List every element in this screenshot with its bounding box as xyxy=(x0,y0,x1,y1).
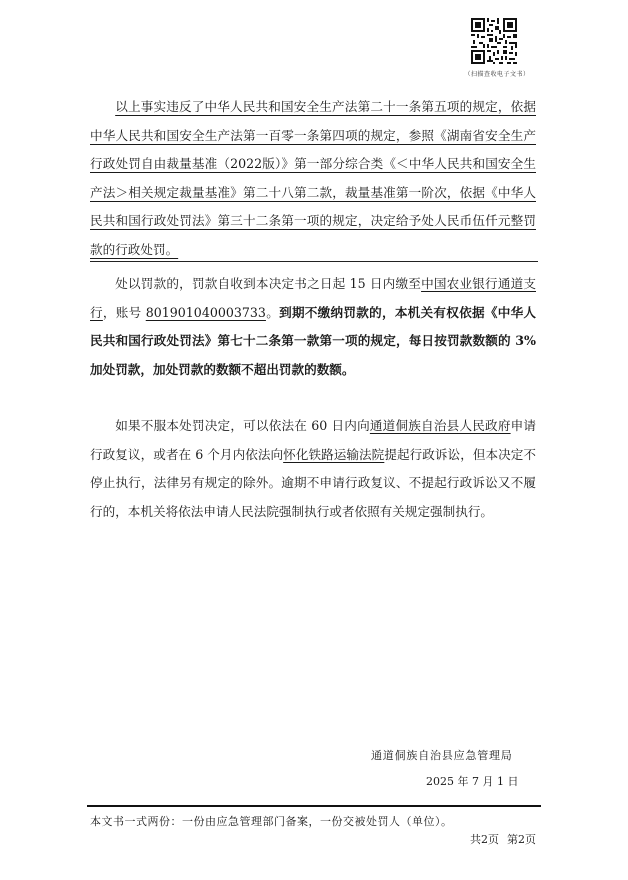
footer-note: 本文书一式两份：一份由应急管理部门备案，一份交被处罚人（单位）。 xyxy=(90,815,453,828)
appeal-text-3: 提起行政诉讼，但本决定不停止执行，法律另有规定的除外。逾期不申请行政复议、不提起行政诉讼又不履行的，本机关将依法申请人民法院强制执行或者依照有关规定强制执行。 xyxy=(90,446,537,519)
appeal-paragraph xyxy=(90,412,536,526)
appeal-text-2: 申请行政复议，或者在 6 个月内依法向 xyxy=(90,418,536,462)
qr-code-icon xyxy=(471,18,517,64)
account-label: ，账号 xyxy=(102,304,146,320)
account-number: 801901040003733 xyxy=(145,304,266,320)
late-penalty-text: 到期不缴纳罚款的，本机关有权依据《中华人民共和国行政处罚法》第七十二条第一款第一项的规定，每日按罚款数额的 3%加处罚款，加处罚款的数额不超出罚款的数额。 xyxy=(90,304,537,377)
issue-date: 2025 年 7 月 1 日 xyxy=(426,775,519,788)
payment-paragraph xyxy=(90,270,536,384)
issuing-authority: 通道侗族自治县应急管理局 xyxy=(371,749,513,762)
page-number xyxy=(470,831,536,847)
page-total: 共2页 xyxy=(470,833,499,846)
qr-code-graphic xyxy=(471,18,517,64)
review-authority: 通道侗族自治县人民政府 xyxy=(369,418,511,433)
bank-name: 中国农业银行通道支行 xyxy=(90,276,536,320)
violation-paragraph xyxy=(90,93,536,264)
page-current: 第2页 xyxy=(507,833,536,846)
court-name: 怀化铁路运输法院 xyxy=(283,446,385,462)
payment-period: 。 xyxy=(265,304,280,320)
paragraph-rule xyxy=(90,261,538,262)
payment-text: 处以罚款的，罚款自收到本决定书之日起 15 日内缴至 xyxy=(115,276,422,291)
footer-rule xyxy=(87,805,541,807)
violation-text: 以上事实违反了中华人民共和国安全生产法第二十一条第五项的规定，依据中华人民共和国安全生产法第一百零一条第四项的规定，参照《湖南省安全生产行政处罚自由裁量基准（2022版）》第一部分综合类《＜中华人民共和国安全生产法＞相关规定裁量基准》第二十八第二款，裁量基准第一阶次，依据《中华人民共和国行政处罚法》第三十二条第一项的规定，决定给予处人民币伍仟元整罚款的行政处罚。 xyxy=(90,99,536,257)
appeal-text: 如果不服本处罚决定，可以依法在 60 日内向 xyxy=(115,418,370,433)
qr-caption: （扫描查收电子文书） xyxy=(464,71,530,78)
